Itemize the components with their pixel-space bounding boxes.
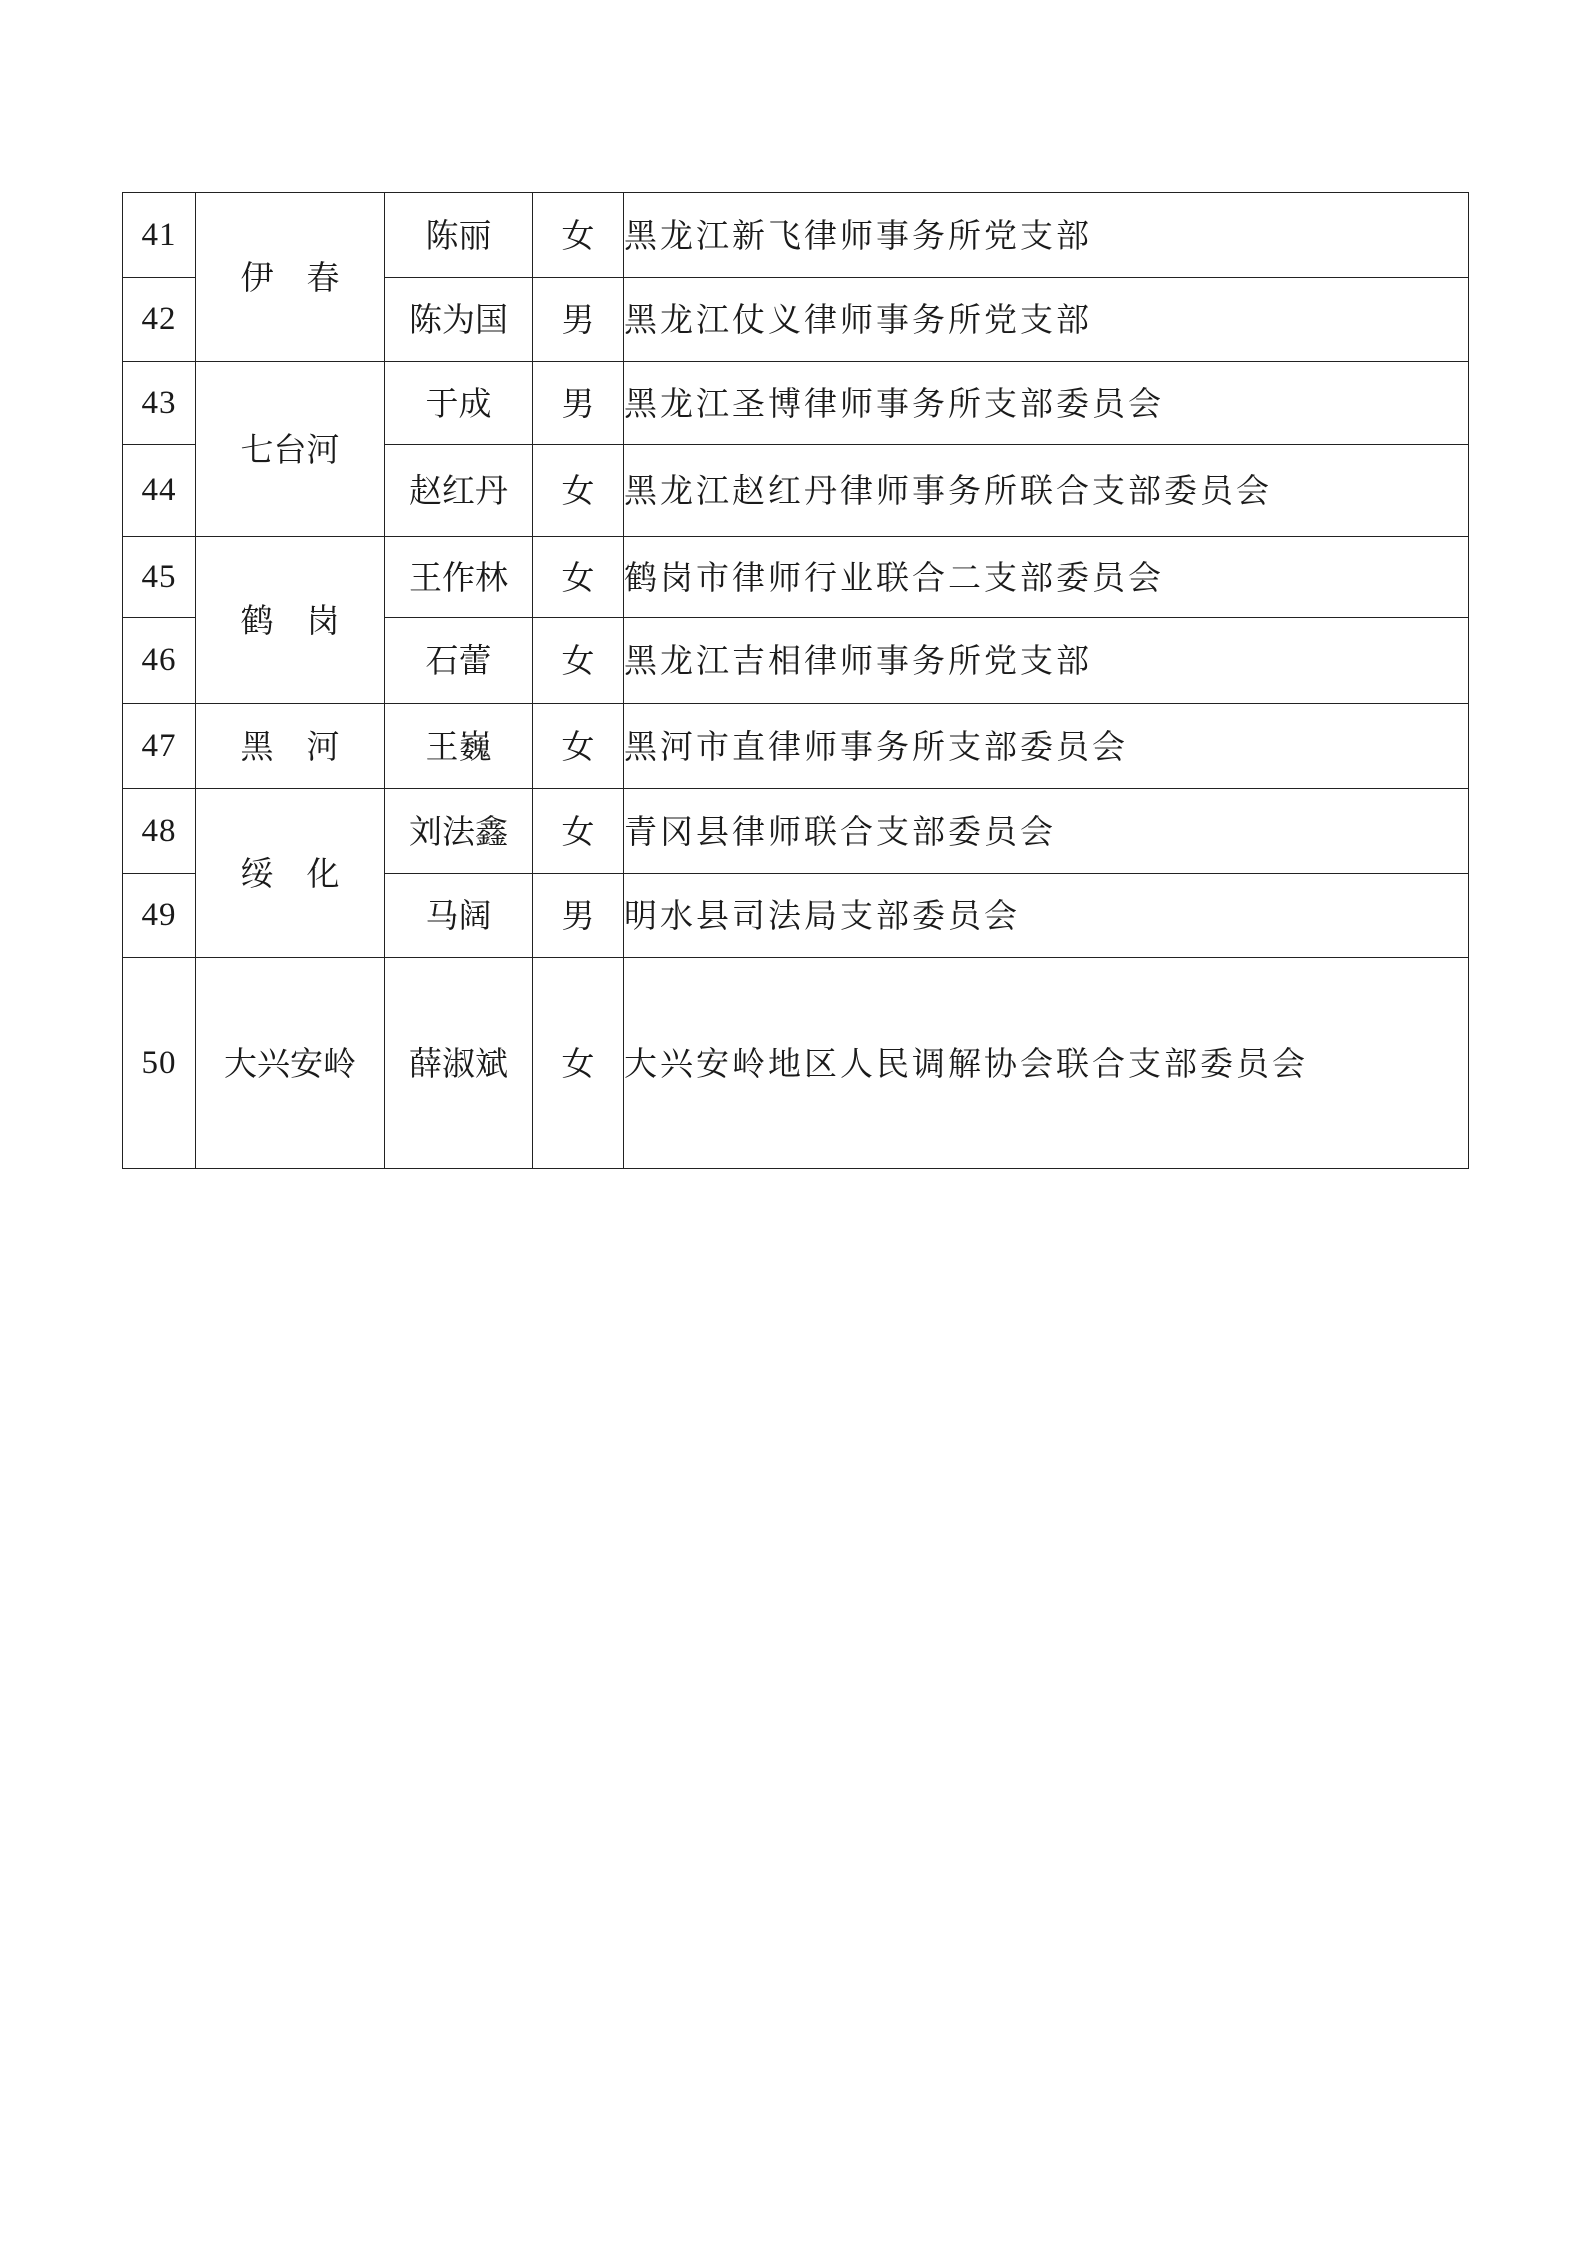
region-cell: 大兴安岭 <box>196 958 385 1169</box>
name-cell: 陈丽 <box>385 193 533 278</box>
table-row <box>123 958 1469 1169</box>
region-cell: 伊 春 <box>196 193 385 362</box>
gender-cell: 女 <box>533 537 624 618</box>
table-row <box>123 537 1469 618</box>
gender-cell: 女 <box>533 789 624 874</box>
gender-cell: 女 <box>533 618 624 704</box>
table-row <box>123 362 1469 445</box>
region-cell: 鹤 岗 <box>196 537 385 704</box>
gender-cell: 女 <box>533 445 624 537</box>
organization-cell: 明水县司法局支部委员会 <box>624 874 1469 958</box>
region-cell: 七台河 <box>196 362 385 537</box>
gender-cell: 男 <box>533 278 624 362</box>
organization-cell: 黑河市直律师事务所支部委员会 <box>624 704 1469 789</box>
table-row <box>123 789 1469 874</box>
organization-cell: 黑龙江吉相律师事务所党支部 <box>624 618 1469 704</box>
name-cell: 于成 <box>385 362 533 445</box>
name-cell: 马阔 <box>385 874 533 958</box>
gender-cell: 女 <box>533 704 624 789</box>
region-cell: 绥 化 <box>196 789 385 958</box>
organization-cell: 青冈县律师联合支部委员会 <box>624 789 1469 874</box>
row-number: 42 <box>123 278 196 362</box>
name-cell: 刘法鑫 <box>385 789 533 874</box>
row-number: 47 <box>123 704 196 789</box>
gender-cell: 男 <box>533 362 624 445</box>
name-cell: 石蕾 <box>385 618 533 704</box>
row-number: 50 <box>123 958 196 1169</box>
gender-cell: 女 <box>533 958 624 1169</box>
organization-cell: 黑龙江新飞律师事务所党支部 <box>624 193 1469 278</box>
region-cell: 黑 河 <box>196 704 385 789</box>
name-cell: 薛淑斌 <box>385 958 533 1169</box>
row-number: 41 <box>123 193 196 278</box>
name-cell: 王巍 <box>385 704 533 789</box>
organization-cell: 黑龙江圣博律师事务所支部委员会 <box>624 362 1469 445</box>
row-number: 48 <box>123 789 196 874</box>
name-cell: 王作林 <box>385 537 533 618</box>
organization-cell: 鹤岗市律师行业联合二支部委员会 <box>624 537 1469 618</box>
roster-table <box>122 192 1469 1169</box>
row-number: 44 <box>123 445 196 537</box>
organization-cell: 大兴安岭地区人民调解协会联合支部委员会 <box>624 958 1469 1169</box>
organization-cell: 黑龙江赵红丹律师事务所联合支部委员会 <box>624 445 1469 537</box>
row-number: 49 <box>123 874 196 958</box>
gender-cell: 女 <box>533 193 624 278</box>
row-number: 45 <box>123 537 196 618</box>
name-cell: 陈为国 <box>385 278 533 362</box>
gender-cell: 男 <box>533 874 624 958</box>
table-row <box>123 704 1469 789</box>
name-cell: 赵红丹 <box>385 445 533 537</box>
table-row <box>123 193 1469 278</box>
organization-cell: 黑龙江仗义律师事务所党支部 <box>624 278 1469 362</box>
row-number: 43 <box>123 362 196 445</box>
row-number: 46 <box>123 618 196 704</box>
